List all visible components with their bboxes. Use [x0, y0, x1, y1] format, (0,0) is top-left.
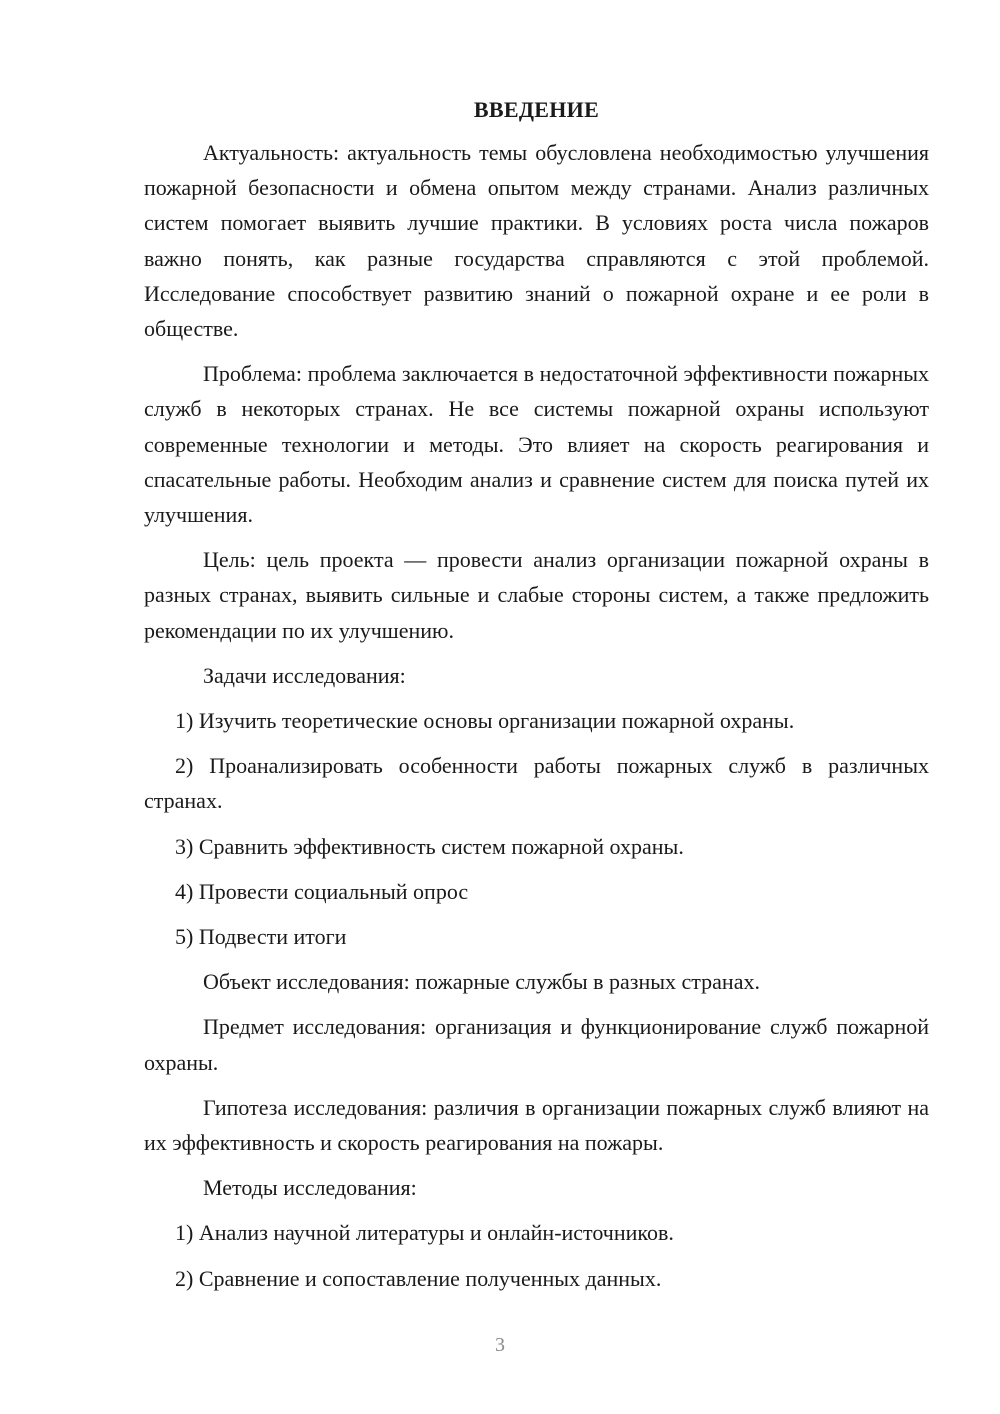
- list-item-task-1: 1) Изучить теоретические основы организации пожарной охраны.: [175, 708, 795, 734]
- list-item-task-2: 2) Проанализировать особенности работы пожарных служб в различных странах.: [144, 753, 929, 814]
- section-title: ВВЕДЕНИЕ: [473, 97, 600, 122]
- paragraph-relevance: Актуальность: актуальность темы обусловлена необходимостью улучшения пожарной безопасности и обмена опытом между странами. Анализ различных систем помогает выявить лучшие практики. В условиях роста числа пожаров важно понять, как разные государства справляются с этой проблемой. Исследование способствует развитию знаний о пожарной охране и ее роли в обществе.: [144, 140, 929, 342]
- page-number: 3: [495, 1334, 505, 1356]
- paragraph-object: Объект исследования: пожарные службы в разных странах.: [203, 969, 760, 995]
- list-item-method-2: 2) Сравнение и сопоставление полученных данных.: [175, 1265, 662, 1291]
- list-item-task-4: 4) Провести социальный опрос: [175, 878, 469, 904]
- paragraph-methods-heading: Методы исследования:: [203, 1175, 417, 1201]
- list-item-task-5: 5) Подвести итоги: [175, 924, 347, 950]
- paragraph-tasks-heading: Задачи исследования:: [203, 662, 406, 688]
- list-item-method-1: 1) Анализ научной литературы и онлайн-источников.: [175, 1220, 674, 1246]
- paragraph-goal: Цель: цель проекта — провести анализ организации пожарной охраны в разных странах, выявить сильные и слабые стороны систем, а также предложить рекомендации по их улучшению.: [144, 547, 929, 643]
- page-content: [144, 95, 929, 1306]
- list-item-task-3: 3) Сравнить эффективность систем пожарной охраны.: [175, 833, 684, 859]
- paragraph-problem: Проблема: проблема заключается в недостаточной эффективности пожарных служб в некоторых странах. Не все системы пожарной охраны используют современные технологии и методы. Это влияет на скорость реагирования и спасательные работы. Необходим анализ и сравнение систем для поиска путей их улучшения.: [144, 361, 929, 528]
- paragraph-hypothesis: Гипотеза исследования: различия в организации пожарных служб влияют на их эффективность и скорость реагирования на пожары.: [144, 1094, 929, 1156]
- paragraph-subject: Предмет исследования: организация и функционирование служб пожарной охраны.: [144, 1014, 929, 1075]
